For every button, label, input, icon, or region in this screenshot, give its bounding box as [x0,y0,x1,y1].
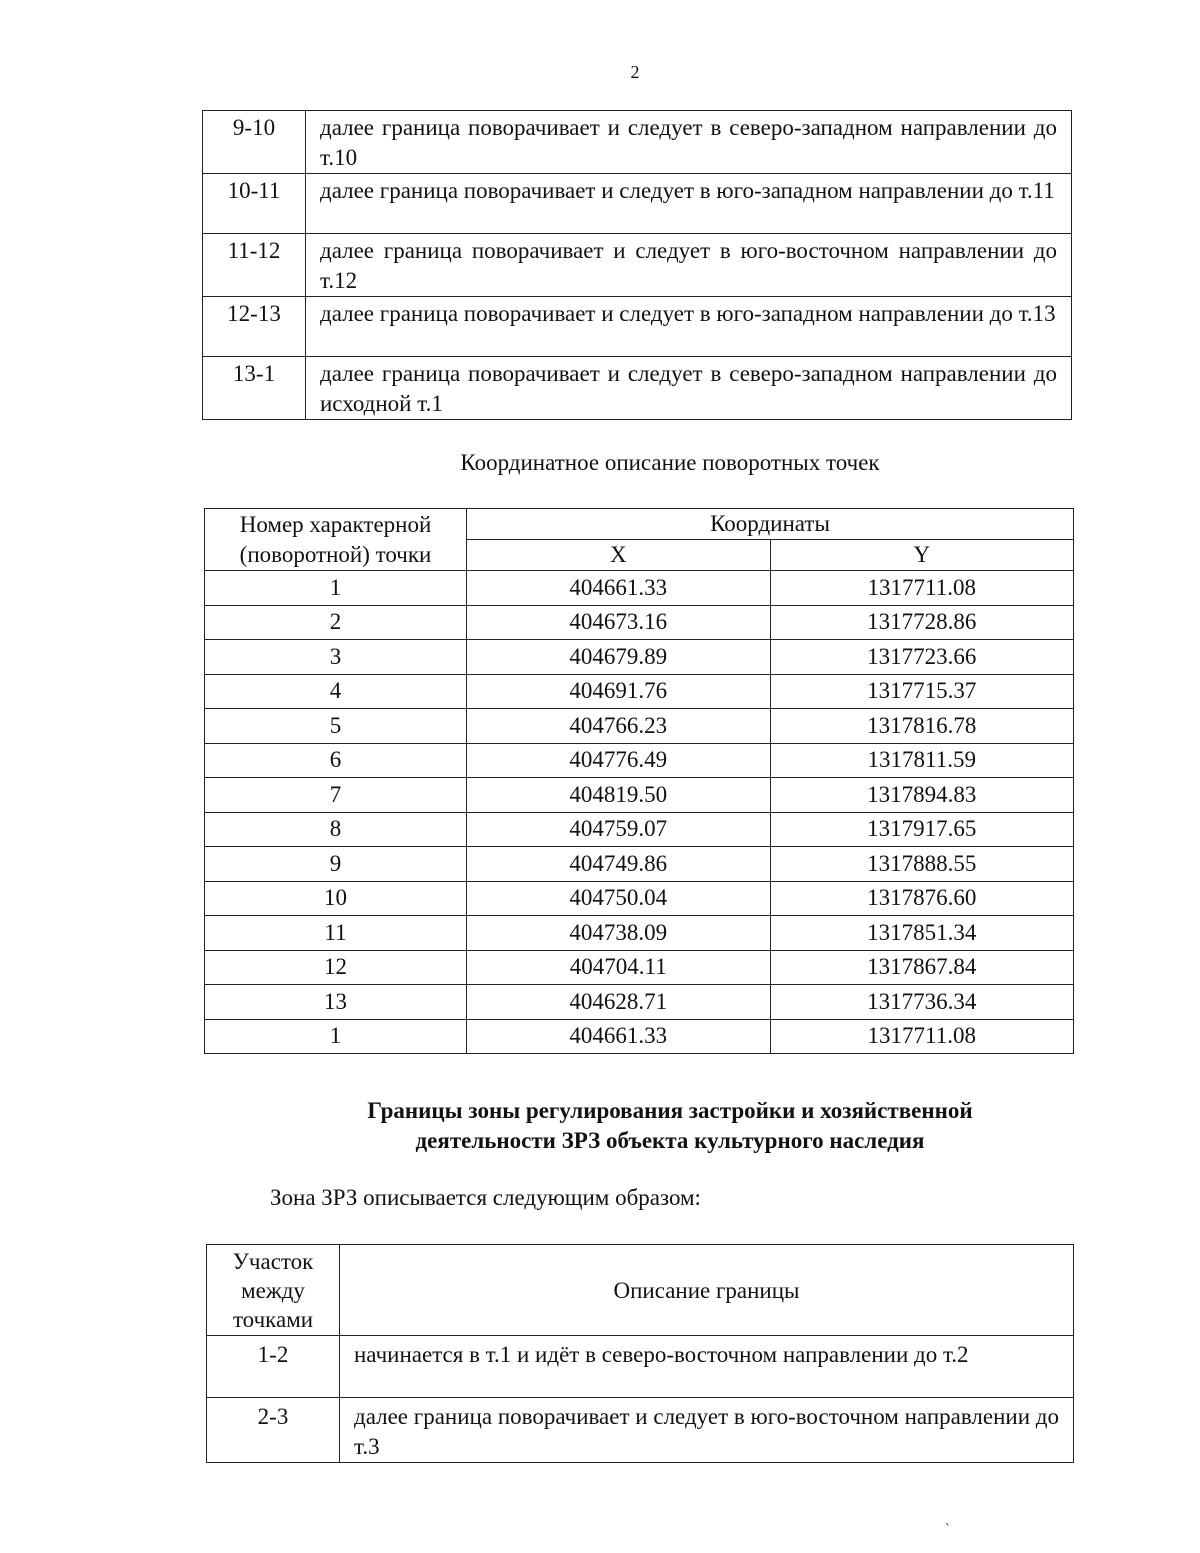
table-row [203,357,1072,420]
point-cell: 4 [205,674,467,709]
x-cell: 404749.86 [467,847,771,882]
description-cell: далее граница поворачивает и следует в северо-западном направлении до т.10 [306,111,1072,174]
description-cell: далее граница поворачивает и следует в юго-западном направлении до т.11 [306,174,1072,234]
segment-cell: 12-13 [203,297,306,357]
y-cell: 1317811.59 [770,743,1074,778]
table-row [205,743,1074,778]
table-row [205,674,1074,709]
zone-heading [300,1096,1040,1156]
point-cell: 10 [205,881,467,916]
y-cell: 1317736.34 [770,985,1074,1020]
point-cell: 1 [205,1019,467,1054]
point-cell: 8 [205,812,467,847]
table-row [203,111,1072,174]
y-cell: 1317711.08 [770,1019,1074,1054]
description-cell: далее граница поворачивает и следует в юго-западном направлении до т.13 [306,297,1072,357]
coordinates-heading: Координатное описание поворотных точек [460,450,880,475]
point-cell: 11 [205,916,467,951]
y-cell: 1317715.37 [770,674,1074,709]
x-cell: 404661.33 [467,571,771,606]
point-cell: 5 [205,709,467,744]
x-cell: 404750.04 [467,881,771,916]
x-cell: 404661.33 [467,1019,771,1054]
y-cell: 1317711.08 [770,571,1074,606]
y-cell: 1317816.78 [770,709,1074,744]
x-cell: 404759.07 [467,812,771,847]
y-cell: 1317867.84 [770,950,1074,985]
y-cell: 1317894.83 [770,778,1074,813]
page-number: 2 [630,62,640,82]
y-cell: 1317723.66 [770,640,1074,675]
table-row [205,812,1074,847]
point-cell: 3 [205,640,467,675]
x-cell: 404738.09 [467,916,771,951]
x-cell: 404704.11 [467,950,771,985]
table-row [205,605,1074,640]
header-x: X [467,540,771,571]
boundary-table-continued [202,110,1072,420]
zone-heading-line-1: Границы зоны регулирования застройки и хозяйственной [367,1098,973,1123]
table-row [205,1019,1074,1054]
point-cell: 6 [205,743,467,778]
zone-boundary-table [206,1244,1074,1463]
point-cell: 2 [205,605,467,640]
description-cell: далее граница поворачивает и следует в юго-восточном направлении до т.12 [306,234,1072,297]
table-row [205,640,1074,675]
footer-mark: ˋ [945,1522,950,1537]
table-row [205,950,1074,985]
table-row [205,709,1074,744]
segment-cell: 9-10 [203,111,306,174]
table-row [203,174,1072,234]
x-cell: 404776.49 [467,743,771,778]
table-row [207,1336,1074,1398]
description-cell: далее граница поворачивает и следует в северо-западном направлении до исходной т.1 [306,357,1072,420]
point-cell: 9 [205,847,467,882]
x-cell: 404628.71 [467,985,771,1020]
header-point-number: Номер характерной (поворотной) точки [205,509,467,571]
y-cell: 1317728.86 [770,605,1074,640]
table-row [205,985,1074,1020]
table-row [205,916,1074,951]
segment-cell: 10-11 [203,174,306,234]
table-row [205,847,1074,882]
table-row [205,778,1074,813]
x-cell: 404819.50 [467,778,771,813]
y-cell: 1317851.34 [770,916,1074,951]
table-row [205,881,1074,916]
x-cell: 404679.89 [467,640,771,675]
segment-cell: 11-12 [203,234,306,297]
point-cell: 7 [205,778,467,813]
header-y: Y [770,540,1074,571]
table-row [207,1398,1074,1463]
point-cell: 12 [205,950,467,985]
x-cell: 404691.76 [467,674,771,709]
zone-intro: Зона ЗРЗ описывается следующим образом: [270,1185,701,1210]
coordinates-table [204,508,1074,1054]
header-description: Описание границы [340,1245,1074,1336]
y-cell: 1317888.55 [770,847,1074,882]
table-row [203,297,1072,357]
segment-cell: 1-2 [207,1336,340,1398]
table-row [205,571,1074,606]
segment-cell: 13-1 [203,357,306,420]
x-cell: 404673.16 [467,605,771,640]
y-cell: 1317917.65 [770,812,1074,847]
x-cell: 404766.23 [467,709,771,744]
zone-heading-line-2: деятельности ЗРЗ объекта культурного наследия [415,1128,925,1153]
header-coordinates: Координаты [467,509,1074,540]
y-cell: 1317876.60 [770,881,1074,916]
point-cell: 1 [205,571,467,606]
segment-cell: 2-3 [207,1398,340,1463]
table-row [203,234,1072,297]
description-cell: далее граница поворачивает и следует в юго-восточном направлении до т.3 [340,1398,1074,1463]
header-segment: Участок между точками [207,1245,340,1336]
point-cell: 13 [205,985,467,1020]
description-cell: начинается в т.1 и идёт в северо-восточном направлении до т.2 [340,1336,1074,1398]
